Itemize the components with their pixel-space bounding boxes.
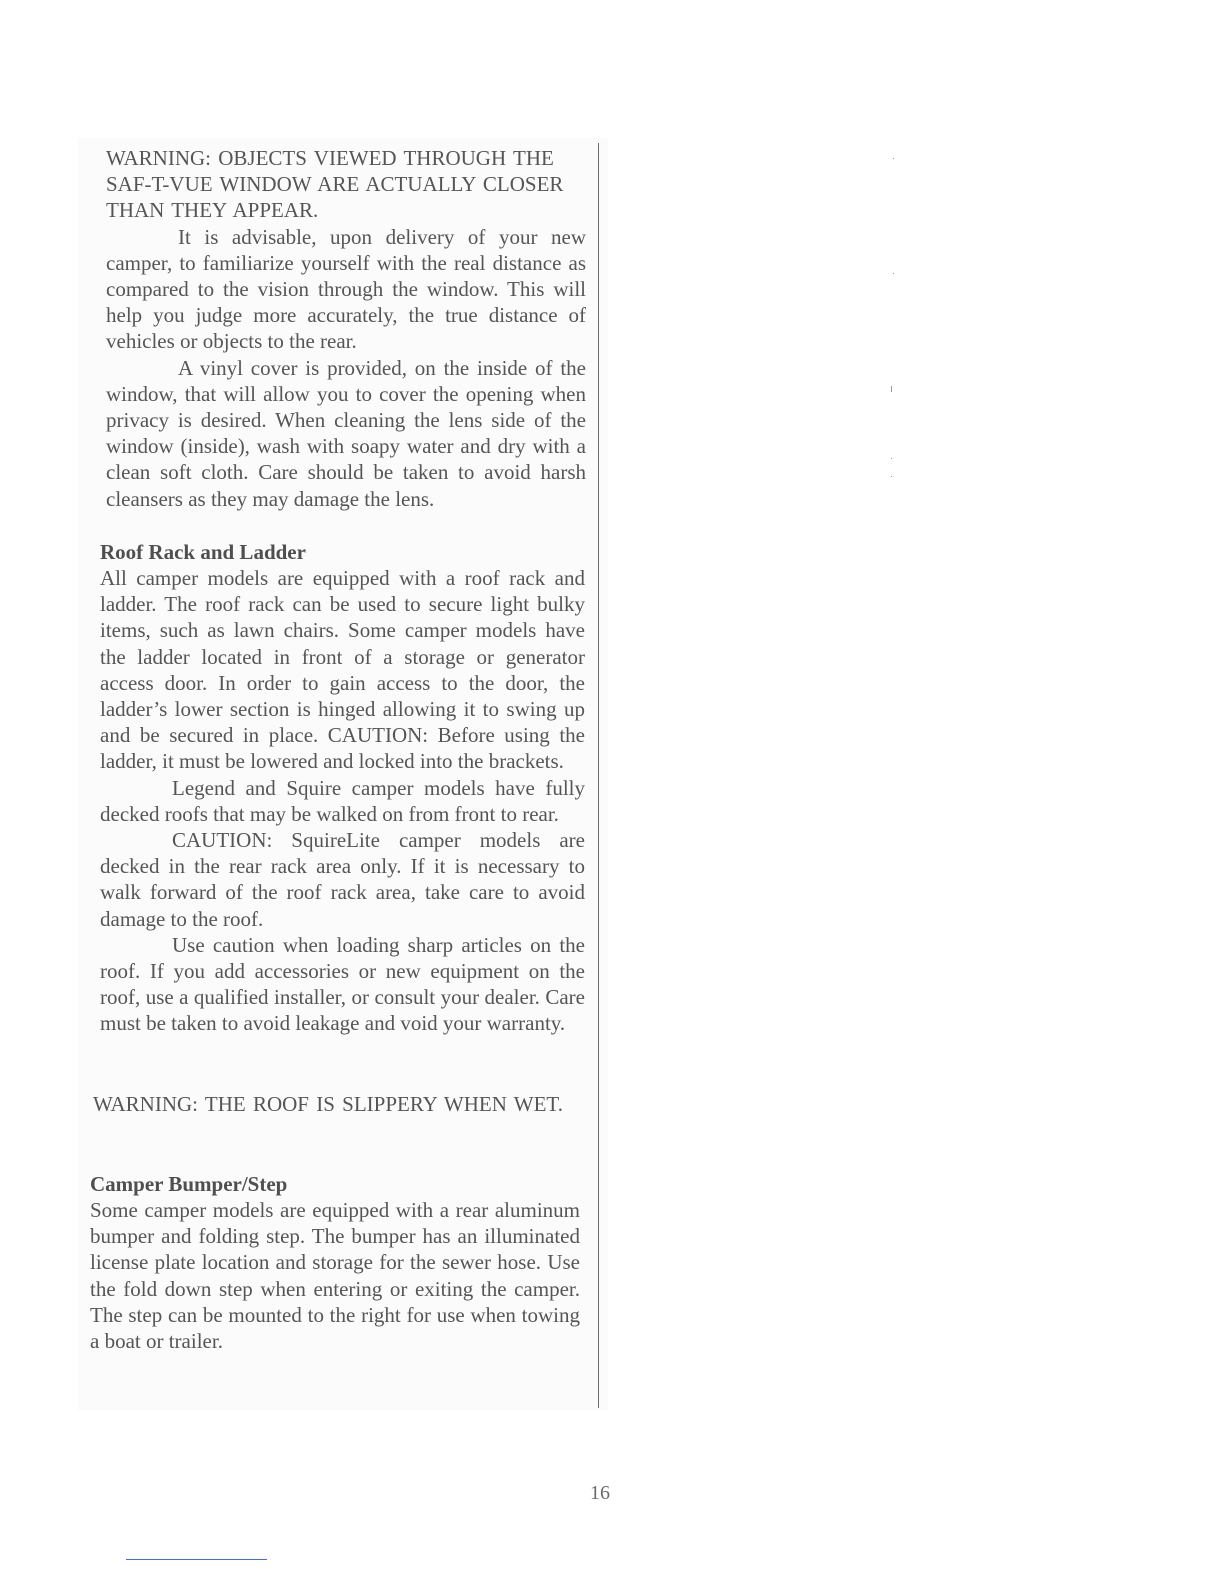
saf-t-vue-section bbox=[106, 145, 586, 512]
bumper-step-heading: Camper Bumper/Step bbox=[90, 1172, 288, 1196]
scan-speck bbox=[891, 458, 892, 459]
bumper-step-paragraph: Some camper models are equipped with a rear aluminum bumper and folding step. The bumper has an illuminated license plate location and storage for the sewer hose. Use the fold down step when entering or exiting the camper. The step can be mounted to the right for use when towing a boat or trailer. bbox=[90, 1198, 580, 1354]
roof-rack-paragraph-3: CAUTION: SquireLite camper models are decked in the rear rack area only. If it is necessary to walk forward of the roof rack area, take care to avoid damage to the roof. bbox=[100, 828, 585, 931]
slippery-roof-warning bbox=[93, 1091, 580, 1117]
column-divider bbox=[598, 143, 599, 1408]
bumper-step-section bbox=[90, 1171, 580, 1354]
slippery-roof-warning-line bbox=[93, 1091, 580, 1117]
roof-rack-section bbox=[100, 539, 585, 1037]
roof-rack-paragraph-2: Legend and Squire camper models have fully decked roofs that may be walked on from front to rear. bbox=[100, 775, 585, 826]
page-number: 16 bbox=[590, 1482, 610, 1504]
warning-text: THE ROOF IS SLIPPERY WHEN WET. bbox=[204, 1092, 563, 1116]
scan-speck bbox=[893, 158, 894, 159]
roof-rack-heading: Roof Rack and Ladder bbox=[100, 540, 306, 564]
scan-speck bbox=[893, 273, 894, 274]
footer-rule bbox=[126, 1559, 267, 1560]
saf-t-vue-paragraph-1: It is advisable, upon delivery of your new camper, to familiarize yourself with the real distance as compared to the vision through the window. This will help you judge more accurately, the true distance of vehicles or objects to the rear. bbox=[106, 224, 586, 354]
roof-rack-paragraph-1: All camper models are equipped with a roof rack and ladder. The roof rack can be used to secure light bulky items, such as lawn chairs. Some camper models have the ladder located in front of a storage or generator access door. In order to gain access to the door, the ladder’s lower section is hinged allowing it to swing up and be secured in place. CAUTION: Before using the ladder, it must be lowered and locked into the brackets. bbox=[100, 566, 585, 774]
warning-label: WARNING: bbox=[93, 1092, 198, 1116]
roof-rack-paragraph-4: Use caution when loading sharp articles on the roof. If you add accessories or new equipment on the roof, use a qualified installer, or consult your dealer. Care must be taken to avoid leakage and void your warranty. bbox=[100, 932, 585, 1036]
scan-speck bbox=[891, 476, 892, 477]
saf-t-vue-warning: WARNING: OBJECTS VIEWED THROUGH THE SAF-T-VUE WINDOW ARE ACTUALLY CLOSER THAN THEY APPEAR. bbox=[106, 146, 564, 223]
saf-t-vue-paragraph-2: A vinyl cover is provided, on the inside of the window, that will allow you to cover the opening when privacy is desired. When cleaning the lens side of the window (inside), wash with soapy water and dry with a clean soft cloth. Care should be taken to avoid harsh cleansers as they may damage the lens. bbox=[106, 355, 586, 511]
scan-speck bbox=[891, 386, 892, 392]
